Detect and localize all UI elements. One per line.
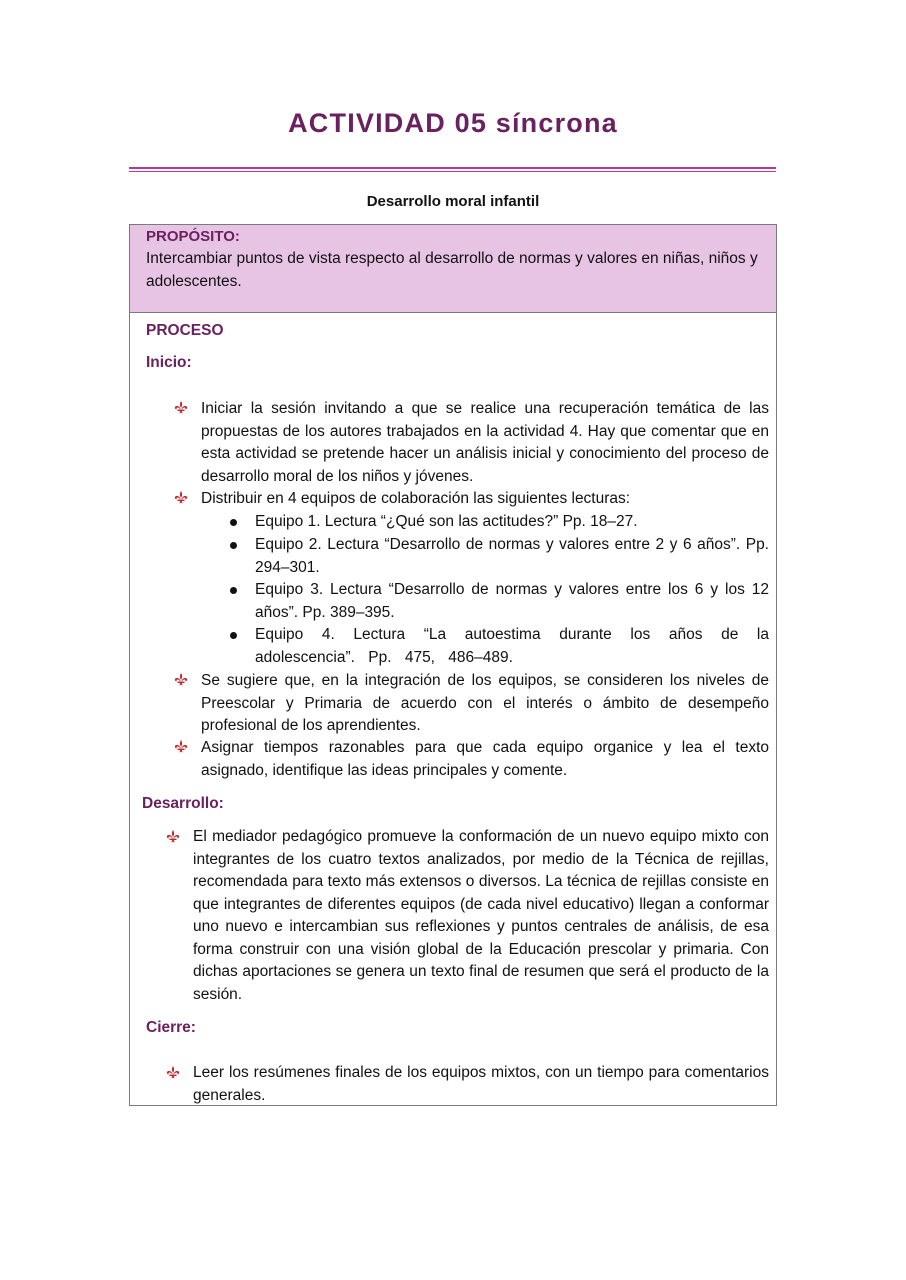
activity-table [129, 224, 777, 1106]
bullet-dot [230, 542, 237, 549]
purpose-text: Intercambiar puntos de vista respecto al desarrollo de normas y valores en niñas, niños y adolescentes. [146, 250, 758, 290]
document-subtitle: Desarrollo moral infantil [366, 193, 540, 210]
title-rule-thin [129, 171, 776, 172]
bullet-dot [230, 632, 237, 639]
fleur-bullet-icon [174, 490, 188, 504]
desarrollo-item: El mediador pedagógico promueve la conformación de un nuevo equipo mixto con integrantes de los cuatro textos analizados, por medio de la Técnica de rejillas, recomendada para texto más extensos o diversos. La técnica de rejillas consiste en que integrantes de diferentes equipos (de cada nivel educativo) llegan a conformar uno nuevo e intercambian sus reflexiones y puntos centrales de análisis, de esa forma construir con una visión global de la Educación prescolar y primaria. Con dichas aportaciones se genera un texto final de resumen que será el producto de la sesión. [193, 828, 769, 1003]
team-reading-item: Equipo 4. Lectura “La autoestima durante los años de la adolescencia”. Pp. 475, 486–489. [255, 626, 769, 666]
inicio-heading: Inicio: [146, 354, 192, 371]
team-reading-item: Equipo 2. Lectura “Desarrollo de normas y valores entre 2 y 6 años”. Pp. 294–301. [255, 536, 769, 576]
cierre-item: Leer los resúmenes finales de los equipos mixtos, con un tiempo para comentarios generales. [193, 1064, 769, 1104]
desarrollo-heading: Desarrollo: [142, 795, 224, 812]
fleur-bullet-icon [174, 739, 188, 753]
document-title: ACTIVIDAD 05 síncrona [288, 108, 618, 138]
fleur-bullet-icon [166, 829, 180, 843]
inicio-item: Distribuir en 4 equipos de colaboración las siguientes lecturas: [201, 490, 631, 507]
fleur-bullet-icon [174, 400, 188, 414]
purpose-label: PROPÓSITO: [146, 228, 240, 245]
team-reading-item: Equipo 3. Lectura “Desarrollo de normas y valores entre los 6 y los 12 años”. Pp. 389–395. [255, 581, 769, 621]
bullet-dot [230, 519, 237, 526]
cierre-heading: Cierre: [146, 1019, 196, 1036]
fleur-bullet-icon [166, 1065, 180, 1079]
process-heading: PROCESO [146, 322, 224, 339]
inicio-item: Iniciar la sesión invitando a que se realice una recuperación temática de las propuestas de los autores trabajados en la actividad 4. Hay que comentar que en esta actividad se pretende hacer un análisis inicial y conocimiento del proceso de desarrollo moral de los niños y jóvenes. [201, 400, 769, 485]
purpose-section [130, 225, 776, 313]
bullet-dot [230, 587, 237, 594]
title-rule-thick [129, 167, 776, 169]
inicio-item: Se sugiere que, en la integración de los equipos, se consideren los niveles de Preescolar y Primaria de acuerdo con el interés o ámbito de desempeño profesional de los aprendientes. [201, 672, 769, 734]
inicio-item: Asignar tiempos razonables para que cada equipo organice y lea el texto asignado, identifique las ideas principales y comente. [201, 739, 769, 779]
team-reading-item: Equipo 1. Lectura “¿Qué son las actitudes?” Pp. 18–27. [255, 513, 638, 530]
fleur-bullet-icon [174, 672, 188, 686]
